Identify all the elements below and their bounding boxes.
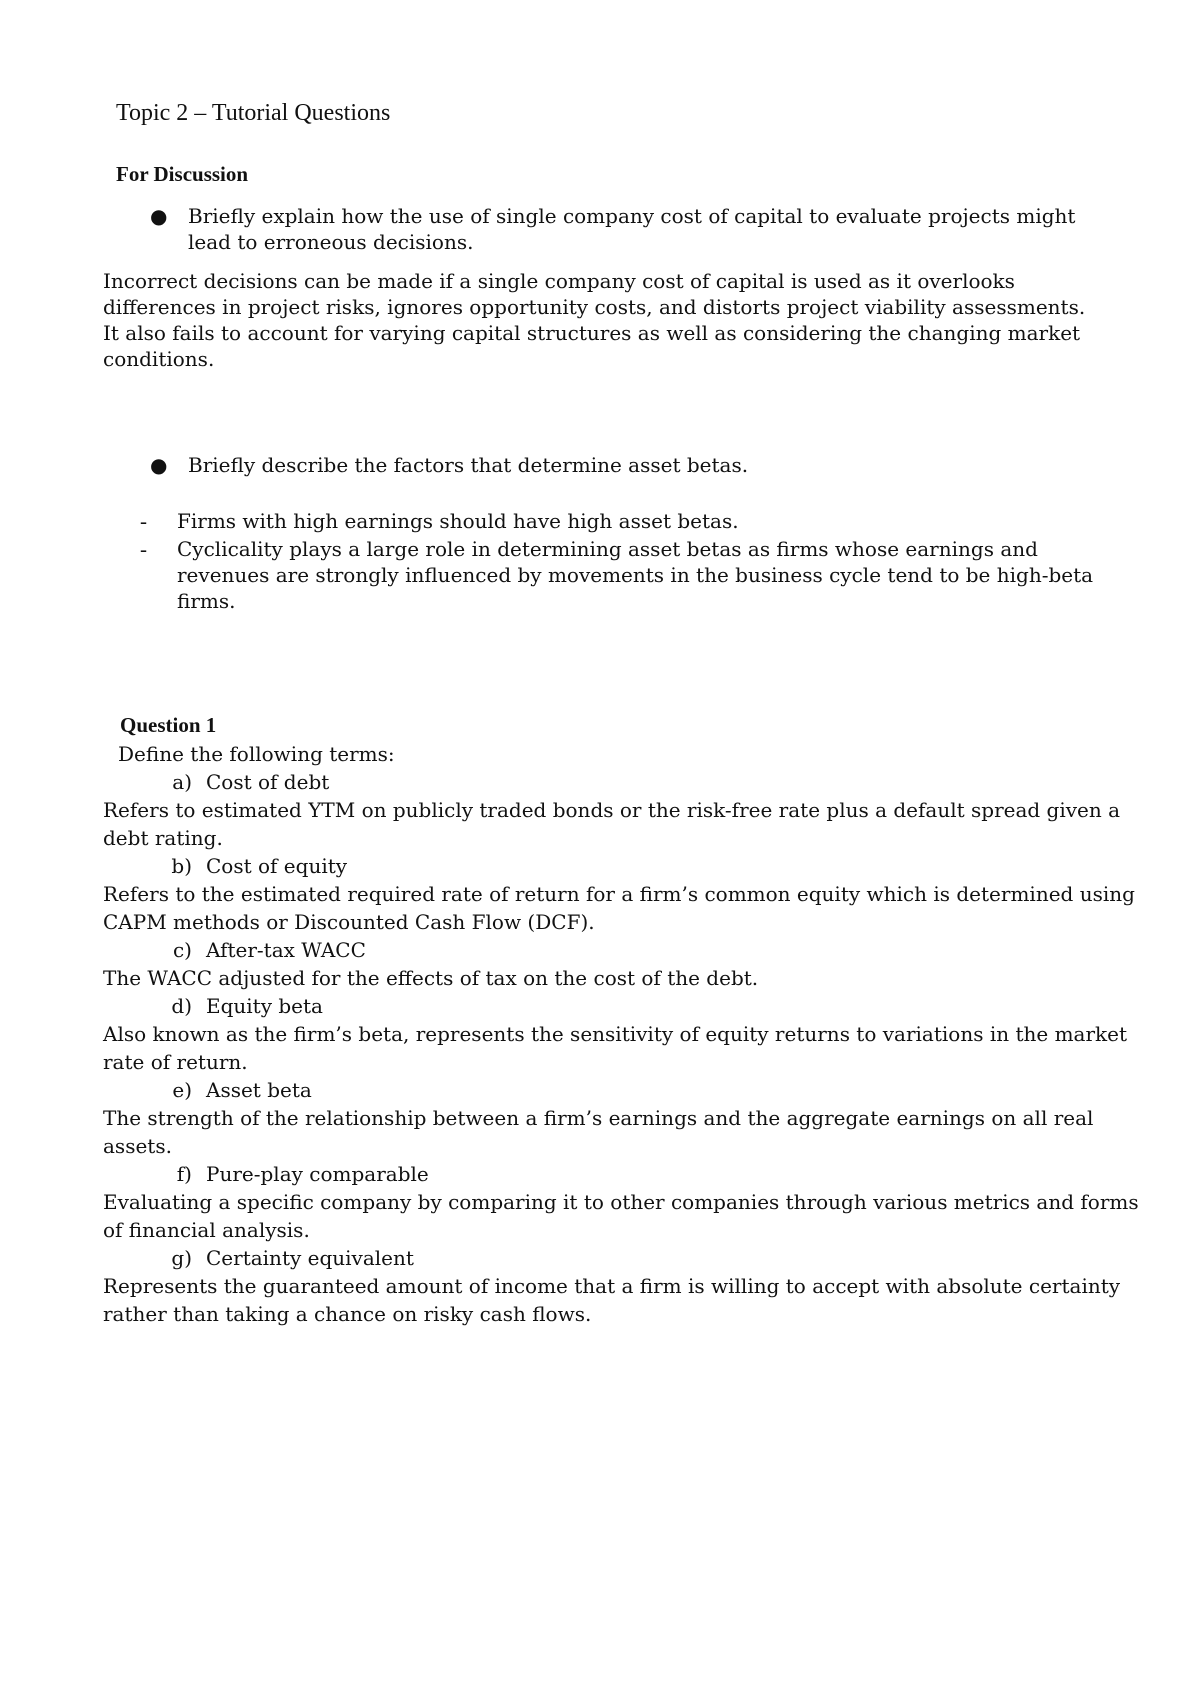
term-definition: assets. bbox=[103, 1134, 172, 1158]
term-label: d) bbox=[171, 994, 192, 1018]
term-item bbox=[160, 936, 366, 964]
term-label: g) bbox=[171, 1246, 192, 1270]
term-item bbox=[160, 852, 347, 880]
term-name: Cost of debt bbox=[206, 770, 330, 794]
bullet-icon: ● bbox=[150, 453, 168, 477]
question-1-heading: Question 1 bbox=[120, 713, 217, 737]
bullet-icon: ● bbox=[150, 204, 168, 228]
term-label: f) bbox=[176, 1162, 192, 1186]
term-name: Cost of equity bbox=[206, 854, 348, 878]
discussion-heading: For Discussion bbox=[116, 162, 249, 186]
discussion-answer-2-point-1 bbox=[140, 508, 1100, 534]
term-label: e) bbox=[172, 1078, 192, 1102]
term-definition: Refers to estimated YTM on publicly traded bonds or the risk-free rate plus a default spread given a bbox=[103, 798, 1121, 822]
term-definition: debt rating. bbox=[103, 826, 223, 850]
term-label: c) bbox=[172, 938, 192, 962]
document-title: Topic 2 – Tutorial Questions bbox=[116, 100, 391, 126]
term-name: Equity beta bbox=[206, 994, 323, 1018]
discussion-question-1 bbox=[150, 203, 1110, 255]
term-name: After-tax WACC bbox=[206, 938, 366, 962]
term-definition: rather than taking a chance on risky cash flows. bbox=[103, 1302, 592, 1326]
term-name: Certainty equivalent bbox=[206, 1246, 414, 1270]
discussion-answer-2-point-1-text: Firms with high earnings should have high asset betas. bbox=[177, 509, 739, 533]
term-definition: Also known as the firm’s beta, represents the sensitivity of equity returns to variations in the market bbox=[103, 1022, 1128, 1046]
term-definition: Refers to the estimated required rate of return for a firm’s common equity which is determined using bbox=[103, 882, 1135, 906]
term-name: Pure-play comparable bbox=[206, 1162, 429, 1186]
term-item bbox=[160, 1244, 414, 1272]
term-label: a) bbox=[172, 770, 192, 794]
discussion-question-2-text: Briefly describe the factors that determine asset betas. bbox=[188, 453, 749, 477]
term-item bbox=[160, 992, 323, 1020]
dash-marker: - bbox=[140, 509, 147, 533]
term-definition: The strength of the relationship between a firm’s earnings and the aggregate earnings on all real bbox=[103, 1106, 1094, 1130]
term-definition: CAPM methods or Discounted Cash Flow (DCF). bbox=[103, 910, 595, 934]
dash-marker: - bbox=[140, 537, 147, 561]
term-definition: Evaluating a specific company by comparing it to other companies through various metrics and forms bbox=[103, 1190, 1139, 1214]
term-definition: of financial analysis. bbox=[103, 1218, 310, 1242]
discussion-question-2 bbox=[150, 452, 1110, 478]
term-definition: The WACC adjusted for the effects of tax on the cost of the debt. bbox=[103, 966, 759, 990]
discussion-question-1-text: Briefly explain how the use of single company cost of capital to evaluate projects might lead to erroneous decisions. bbox=[188, 204, 1076, 254]
term-definition: rate of return. bbox=[103, 1050, 248, 1074]
discussion-answer-2-point-2 bbox=[140, 536, 1100, 614]
discussion-answer-1: Incorrect decisions can be made if a single company cost of capital is used as it overlooks differences in project risks, ignores opportunity costs, and distorts project viability assessments. It also fails to account for varying capital structures as well as considering the changing market conditions. bbox=[103, 269, 1086, 371]
term-definition: Represents the guaranteed amount of income that a firm is willing to accept with absolute certainty bbox=[103, 1274, 1121, 1298]
discussion-answer-2-point-2-text: Cyclicality plays a large role in determining asset betas as firms whose earnings and revenues are strongly influenced by movements in the business cycle tend to be high-beta firms. bbox=[177, 537, 1094, 613]
term-name: Asset beta bbox=[206, 1078, 312, 1102]
term-label: b) bbox=[171, 854, 192, 878]
term-item bbox=[160, 1160, 429, 1188]
term-item bbox=[160, 768, 329, 796]
question-1-prompt: Define the following terms: bbox=[118, 742, 395, 766]
term-item bbox=[160, 1076, 312, 1104]
